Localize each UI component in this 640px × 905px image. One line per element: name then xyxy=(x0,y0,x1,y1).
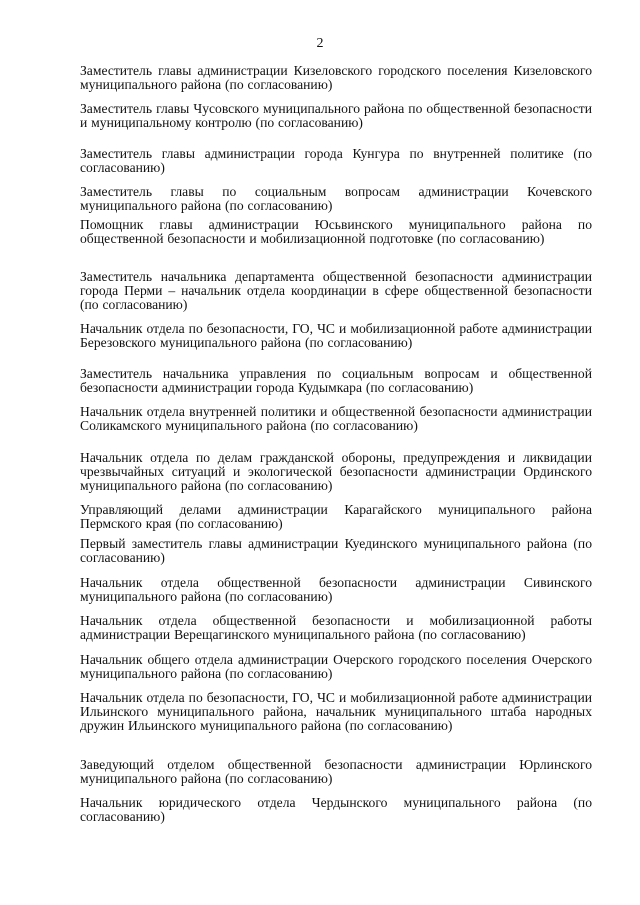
list-item: Заместитель главы администрации Кизеловского городского поселения Кизеловского муниципального района (по согласованию) xyxy=(80,63,592,92)
list-item: Начальник юридического отдела Чердынского муниципального района (по согласованию) xyxy=(80,795,592,824)
list-item: Начальник отдела по безопасности, ГО, ЧС и мобилизационной работе администрации Березовского муниципального района (по согласованию) xyxy=(80,321,592,350)
list-item: Начальник отдела общественной безопасности и мобилизационной работы администрации Верещагинского муниципального района (по согласованию) xyxy=(80,613,592,642)
list-item: Начальник отдела общественной безопасности администрации Сивинского муниципального района (по согласованию) xyxy=(80,575,592,604)
list-item: Первый заместитель главы администрации Куединского муниципального района (по согласованию) xyxy=(80,536,592,565)
list-item: Заместитель главы Чусовского муниципального района по общественной безопасности и муниципальному контролю (по согласованию) xyxy=(80,101,592,130)
list-item: Управляющий делами администрации Карагайского муниципального района Пермского края (по согласованию) xyxy=(80,502,592,531)
list-item: Начальник общего отдела администрации Очерского городского поселения Очерского муниципального района (по согласованию) xyxy=(80,652,592,681)
list-item: Заместитель главы по социальным вопросам администрации Кочевского муниципального района (по согласованию) xyxy=(80,184,592,213)
list-item: Начальник отдела по безопасности, ГО, ЧС и мобилизационной работе администрации Ильинского муниципального района, начальник муниципального штаба народных дружин Ильинского муниципального района (по согласованию) xyxy=(80,690,592,733)
list-item: Заместитель главы администрации города Кунгура по внутренней политике (по согласованию) xyxy=(80,146,592,175)
page-number: 2 xyxy=(316,36,324,51)
list-item: Начальник отдела по делам гражданской обороны, предупреждения и ликвидации чрезвычайных ситуаций и экологической безопасности администрации Ординского муниципального района (по согласованию) xyxy=(80,450,592,493)
list-item: Помощник главы администрации Юсьвинского муниципального района по общественной безопасности и мобилизационной подготовке (по согласованию) xyxy=(80,217,592,246)
list-item: Заместитель начальника департамента общественной безопасности администрации города Перми – начальник отдела координации в сфере общественной безопасности (по согласованию) xyxy=(80,269,592,312)
list-item: Начальник отдела внутренней политики и общественной безопасности администрации Соликамского муниципального района (по согласованию) xyxy=(80,404,592,433)
list-item: Заведующий отделом общественной безопасности администрации Юрлинского муниципального района (по согласованию) xyxy=(80,757,592,786)
list-item: Заместитель начальника управления по социальным вопросам и общественной безопасности администрации города Кудымкара (по согласованию) xyxy=(80,366,592,395)
